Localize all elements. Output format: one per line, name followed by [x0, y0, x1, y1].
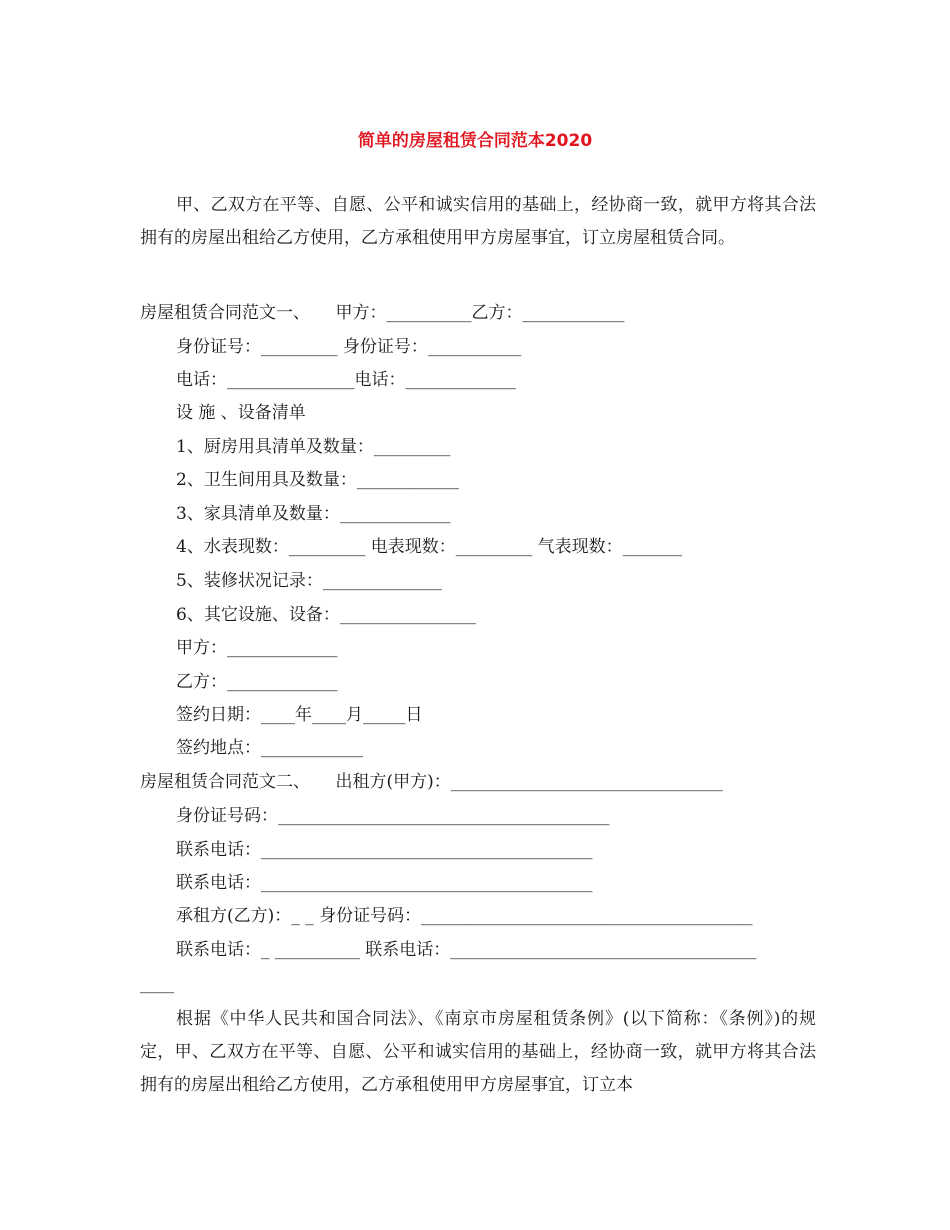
lessor-phone-line-2: 联系电话：_______________________________________ [176, 873, 593, 893]
document-title: 简单的房屋租赁合同范本2020 [357, 131, 593, 151]
meter-readings-line: 4、水表现数：_________ 电表现数：_________ 气表现数：_______ [176, 537, 683, 557]
party-b-line: 乙方：_____________ [176, 672, 338, 692]
trailing-underline: ____ [140, 974, 174, 994]
lessor-id-line: 身份证号码：_______________________________________ [176, 806, 610, 826]
intro-paragraph: 甲、乙双方在平等、自愿、公平和诚实信用的基础上，经协商一致，就甲方将其合法拥有的房屋出租给乙方使用，乙方承租使用甲方房屋事宜，订立房屋租赁合同。 [140, 195, 816, 248]
furniture-items-line: 3、家具清单及数量：_____________ [176, 504, 451, 524]
party-a-line: 甲方：_____________ [176, 638, 338, 658]
body-paragraph: 根据《中华人民共和国合同法》、《南京市房屋租赁条例》(以下简称：《条例》)的规定，甲、乙双方在平等、自愿、公平和诚实信用的基础上，经协商一致，就甲方将其合法拥有的房屋出租给乙方使用，乙方承租使用甲方房屋事宜，订立本 [140, 1009, 816, 1095]
kitchen-items-line: 1、厨房用具清单及数量：_________ [176, 437, 451, 457]
bathroom-items-line: 2、卫生间用具及数量：____________ [176, 470, 459, 490]
lessor-phone-line-1: 联系电话：_______________________________________ [176, 840, 593, 860]
sample2-heading-line: 房屋租赁合同范文二、 出租方(甲方)：________________________________ [140, 772, 723, 792]
decoration-record-line: 5、装修状况记录：______________ [176, 571, 442, 591]
lessee-phone-line: 联系电话：_ __________ 联系电话：____________________________________ [176, 940, 757, 960]
phone-line: 电话：_______________电话：_____________ [176, 370, 516, 390]
sign-date-line: 签约日期：____年____月_____日 [176, 705, 423, 725]
id-number-line: 身份证号：_________ 身份证号：___________ [176, 337, 522, 357]
lessee-line: 承租方(乙方)：_ _ 身份证号码：_______________________________________ [176, 906, 753, 926]
other-facilities-line: 6、其它设施、设备：________________ [176, 605, 476, 625]
sign-place-line: 签约地点：____________ [176, 738, 363, 758]
facilities-heading: 设 施 、设备清单 [176, 403, 306, 423]
sample1-heading-line: 房屋租赁合同范文一、 甲方：__________乙方：____________ [140, 303, 625, 323]
